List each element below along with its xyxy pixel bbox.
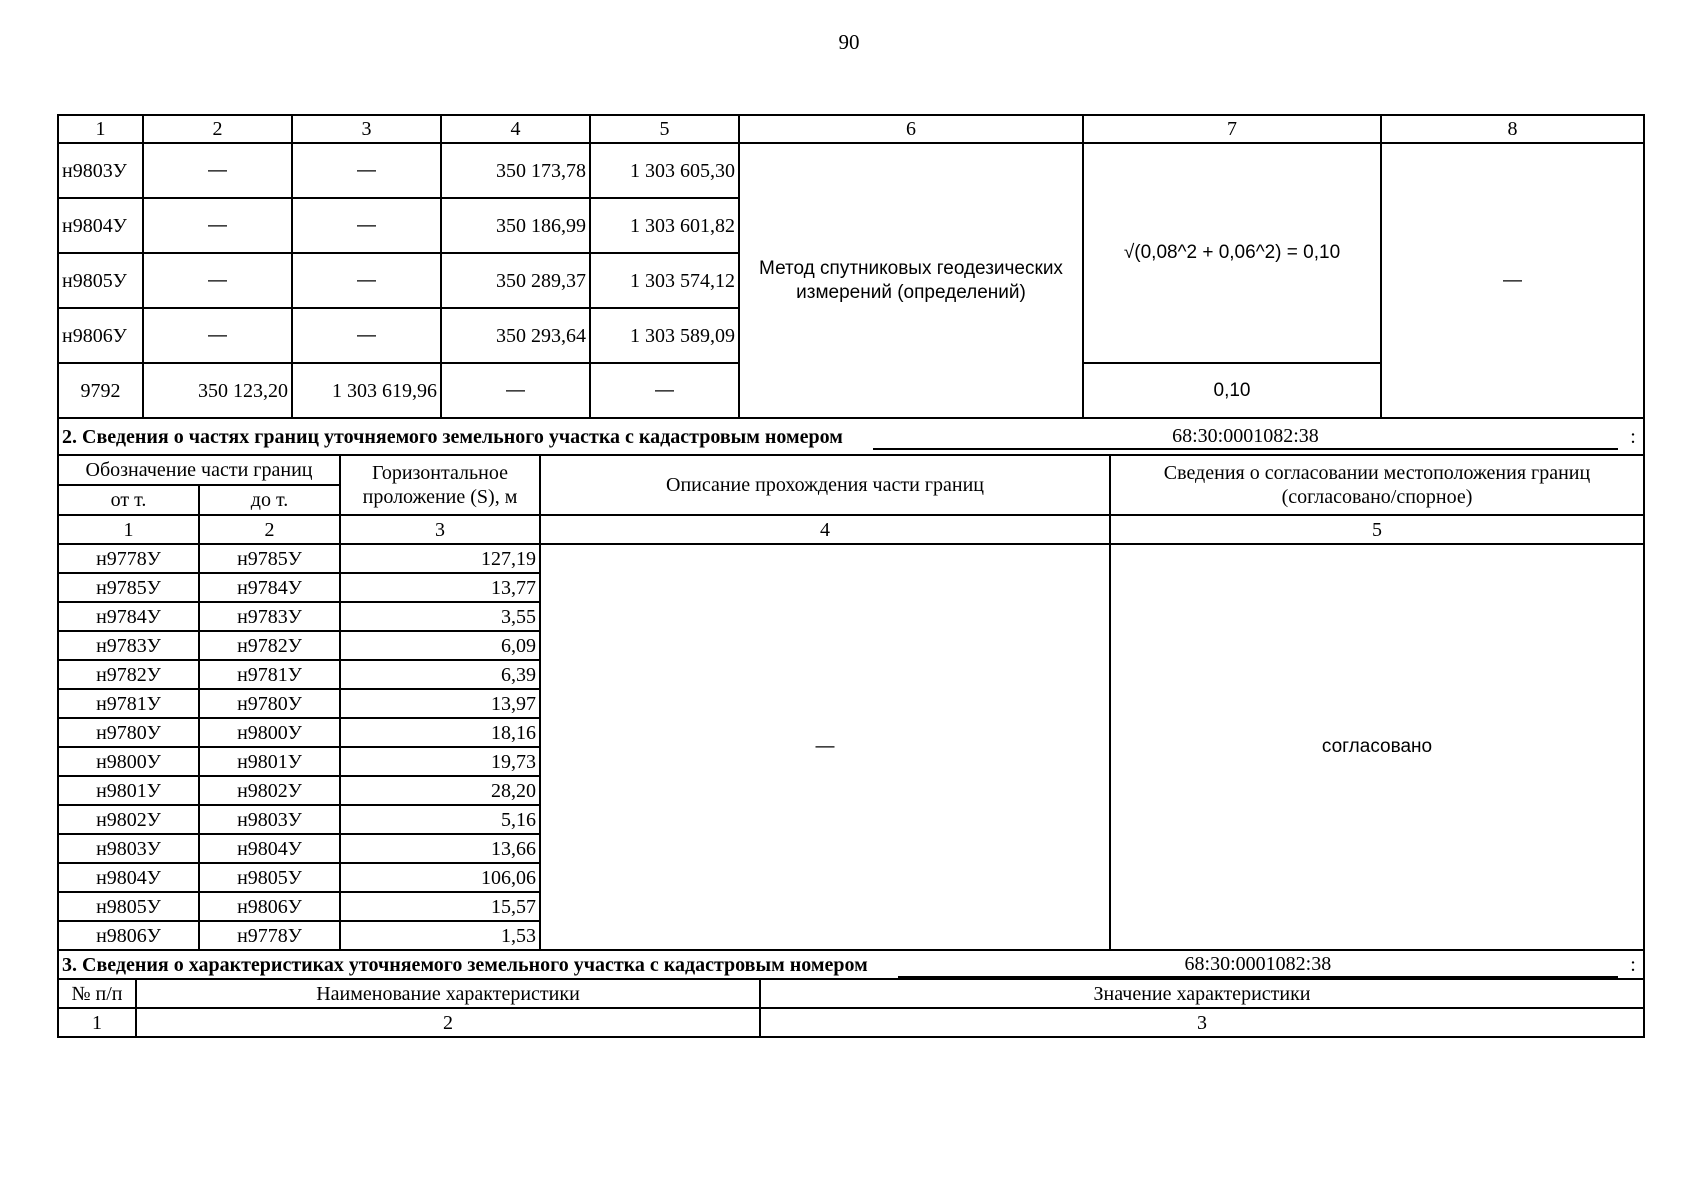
point-name: н9803У xyxy=(58,143,143,198)
to-point: н9804У xyxy=(199,834,340,863)
cell-value: 350 186,99 xyxy=(441,198,590,253)
method-cell: Метод спутниковых геодезических измерений (определений) xyxy=(739,143,1083,418)
column-number: 5 xyxy=(1110,515,1644,544)
column-8-value: — xyxy=(1381,143,1644,418)
from-point: н9780У xyxy=(58,718,199,747)
cell-value: — xyxy=(143,198,292,253)
header-to: до т. xyxy=(199,485,340,515)
cell-value: 350 293,64 xyxy=(441,308,590,363)
horizontal-length: 6,09 xyxy=(340,631,540,660)
to-point: н9801У xyxy=(199,747,340,776)
section-3-heading xyxy=(58,950,1644,979)
header-characteristic-value: Значение характеристики xyxy=(760,979,1644,1008)
horizontal-length: 28,20 xyxy=(340,776,540,805)
section-2-heading xyxy=(58,418,1644,455)
section-2-cadastral-number: 68:30:0001082:38 xyxy=(873,424,1618,450)
table-row xyxy=(58,143,1644,198)
section-2-heading-line xyxy=(62,424,1640,450)
to-point: н9785У xyxy=(199,544,340,573)
horizontal-length: 1,53 xyxy=(340,921,540,950)
from-point: н9782У xyxy=(58,660,199,689)
cell-value: 350 123,20 xyxy=(143,363,292,418)
accuracy-formula: √(0,08^2 + 0,06^2) = 0,10 xyxy=(1083,143,1381,363)
from-point: н9806У xyxy=(58,921,199,950)
section-3-heading-cell xyxy=(58,950,1644,979)
from-point: н9784У xyxy=(58,602,199,631)
column-number: 7 xyxy=(1083,115,1381,143)
horizontal-length: 19,73 xyxy=(340,747,540,776)
column-number: 6 xyxy=(739,115,1083,143)
cell-value: 1 303 619,96 xyxy=(292,363,441,418)
column-number: 1 xyxy=(58,515,199,544)
characteristics-header xyxy=(58,979,1644,1008)
header-agreement: Сведения о согласовании местоположения границ (согласовано/спорное) xyxy=(1110,455,1644,515)
coordinates-table xyxy=(57,114,1645,456)
to-point: н9784У xyxy=(199,573,340,602)
header-characteristic-name: Наименование характеристики xyxy=(136,979,760,1008)
page-number: 90 xyxy=(838,30,860,54)
agreement-value: согласовано xyxy=(1110,544,1644,950)
section-2-colon: : xyxy=(1630,425,1636,448)
characteristics-table xyxy=(57,978,1645,1038)
to-point: н9783У xyxy=(199,602,340,631)
from-point: н9803У xyxy=(58,834,199,863)
point-name: н9804У xyxy=(58,198,143,253)
cell-value: 350 173,78 xyxy=(441,143,590,198)
header-length: Горизонтальное проложение (S), м xyxy=(340,455,540,515)
cell-value: — xyxy=(292,308,441,363)
boundary-parts-header xyxy=(58,455,1644,485)
cell-value: 1 303 605,30 xyxy=(590,143,739,198)
horizontal-length: 106,06 xyxy=(340,863,540,892)
from-point: н9778У xyxy=(58,544,199,573)
cell-value: 1 303 589,09 xyxy=(590,308,739,363)
column-number: 1 xyxy=(58,1008,136,1037)
horizontal-length: 18,16 xyxy=(340,718,540,747)
to-point: н9803У xyxy=(199,805,340,834)
column-number: 2 xyxy=(199,515,340,544)
document-sheet xyxy=(57,114,1643,1038)
column-number: 4 xyxy=(441,115,590,143)
boundary-parts-table xyxy=(57,454,1645,980)
column-number: 2 xyxy=(143,115,292,143)
boundary-parts-column-numbers xyxy=(58,515,1644,544)
header-number: № п/п xyxy=(58,979,136,1008)
cell-value: — xyxy=(292,253,441,308)
cell-value: — xyxy=(292,143,441,198)
column-number: 4 xyxy=(540,515,1110,544)
from-point: н9801У xyxy=(58,776,199,805)
section-2-heading-cell xyxy=(58,418,1644,455)
header-from: от т. xyxy=(58,485,199,515)
cell-value: — xyxy=(292,198,441,253)
section-2-title: 2. Сведения о частях границ уточняемого земельного участка с кадастровым номером xyxy=(62,425,843,448)
from-point: н9783У xyxy=(58,631,199,660)
column-number: 5 xyxy=(590,115,739,143)
point-name: н9805У xyxy=(58,253,143,308)
horizontal-length: 127,19 xyxy=(340,544,540,573)
cell-value: — xyxy=(590,363,739,418)
cell-value: 1 303 574,12 xyxy=(590,253,739,308)
from-point: н9781У xyxy=(58,689,199,718)
header-description: Описание прохождения части границ xyxy=(540,455,1110,515)
to-point: н9802У xyxy=(199,776,340,805)
column-number: 3 xyxy=(292,115,441,143)
column-number: 1 xyxy=(58,115,143,143)
section-3-cadastral-number: 68:30:0001082:38 xyxy=(898,952,1618,978)
horizontal-length: 13,66 xyxy=(340,834,540,863)
column-number: 8 xyxy=(1381,115,1644,143)
from-point: н9804У xyxy=(58,863,199,892)
from-point: н9802У xyxy=(58,805,199,834)
column-number: 3 xyxy=(760,1008,1644,1037)
cell-value: — xyxy=(143,253,292,308)
to-point: н9782У xyxy=(199,631,340,660)
to-point: н9800У xyxy=(199,718,340,747)
horizontal-length: 3,55 xyxy=(340,602,540,631)
cell-value: 350 289,37 xyxy=(441,253,590,308)
to-point: н9780У xyxy=(199,689,340,718)
accuracy-value: 0,10 xyxy=(1083,363,1381,418)
to-point: н9805У xyxy=(199,863,340,892)
cell-value: — xyxy=(143,308,292,363)
horizontal-length: 13,77 xyxy=(340,573,540,602)
from-point: н9800У xyxy=(58,747,199,776)
cell-value: — xyxy=(441,363,590,418)
horizontal-length: 13,97 xyxy=(340,689,540,718)
cell-value: 1 303 601,82 xyxy=(590,198,739,253)
horizontal-length: 5,16 xyxy=(340,805,540,834)
from-point: н9805У xyxy=(58,892,199,921)
column-number: 3 xyxy=(340,515,540,544)
section-3-title: 3. Сведения о характеристиках уточняемого земельного участка с кадастровым номером xyxy=(62,953,868,976)
point-name: 9792 xyxy=(58,363,143,418)
characteristics-column-numbers xyxy=(58,1008,1644,1037)
cell-value: — xyxy=(143,143,292,198)
table-row xyxy=(58,544,1644,573)
section-3-colon: : xyxy=(1630,953,1636,976)
to-point: н9781У xyxy=(199,660,340,689)
from-point: н9785У xyxy=(58,573,199,602)
section-3-heading-line xyxy=(62,952,1640,978)
to-point: н9778У xyxy=(199,921,340,950)
column-number: 2 xyxy=(136,1008,760,1037)
point-name: н9806У xyxy=(58,308,143,363)
to-point: н9806У xyxy=(199,892,340,921)
header-designation: Обозначение части границ xyxy=(58,455,340,485)
horizontal-length: 6,39 xyxy=(340,660,540,689)
coordinates-column-numbers xyxy=(58,115,1644,143)
description-value: — xyxy=(540,544,1110,950)
horizontal-length: 15,57 xyxy=(340,892,540,921)
